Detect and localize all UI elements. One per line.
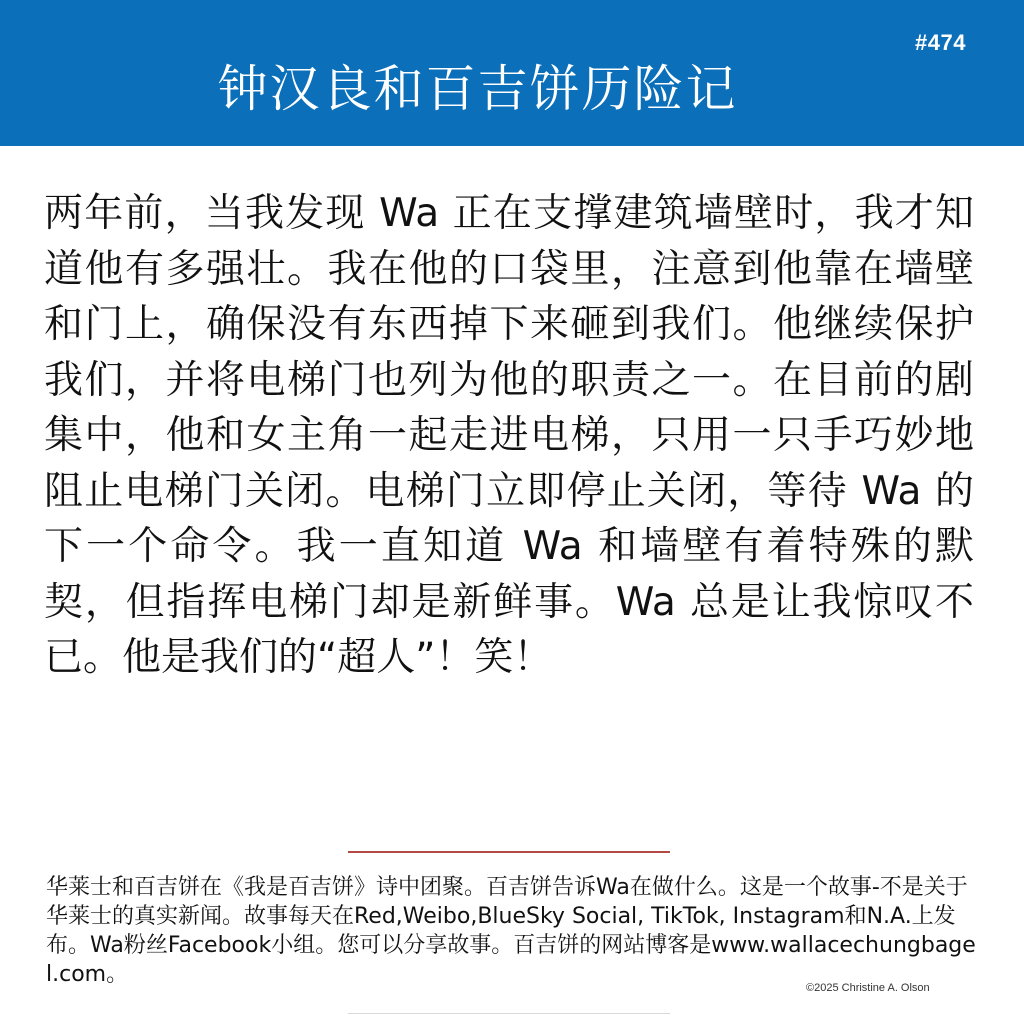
copyright-notice: ©2025 Christine A. Olson xyxy=(806,982,930,994)
story-text: 两年前，当我发现 Wa 正在支撑建筑墙壁时，我才知道他有多强壮。我在他的口袋里，注意到他靠在墙壁和门上，确保没有东西掉下来砸到我们。他继续保护我们，并将电梯门也列为他的职责之一。在目前的剧集中，他和女主角一起走进电梯，只用一只手巧妙地阻止电梯门关闭。电梯门立即停止关闭，等待 Wa 的下一个命令。我一直知道 Wa 和墙壁有着特殊的默契，但指挥电梯门却是新鲜事。Wa 总是让我惊叹不已。他是我们的“超人”！笑！ xyxy=(44,191,974,680)
footer-note: 华莱士和百吉饼在《我是百吉饼》诗中团聚。百吉饼告诉Wa在做什么。这是一个故事-不是关于华莱士的真实新闻。故事每天在Red,Weibo,BlueSky Social, TikTok, Instagram和N.A.上发布。Wa粉丝Facebook小组。您可以分享故事。百吉饼的网站博客是www.wallacechungbagel.com。 xyxy=(46,875,976,987)
bottom-divider xyxy=(348,1013,670,1014)
header-banner xyxy=(0,0,1024,146)
section-divider xyxy=(348,851,670,853)
episode-number: #474 xyxy=(915,30,966,55)
page-title: 钟汉良和百吉饼历险记 xyxy=(217,60,738,118)
